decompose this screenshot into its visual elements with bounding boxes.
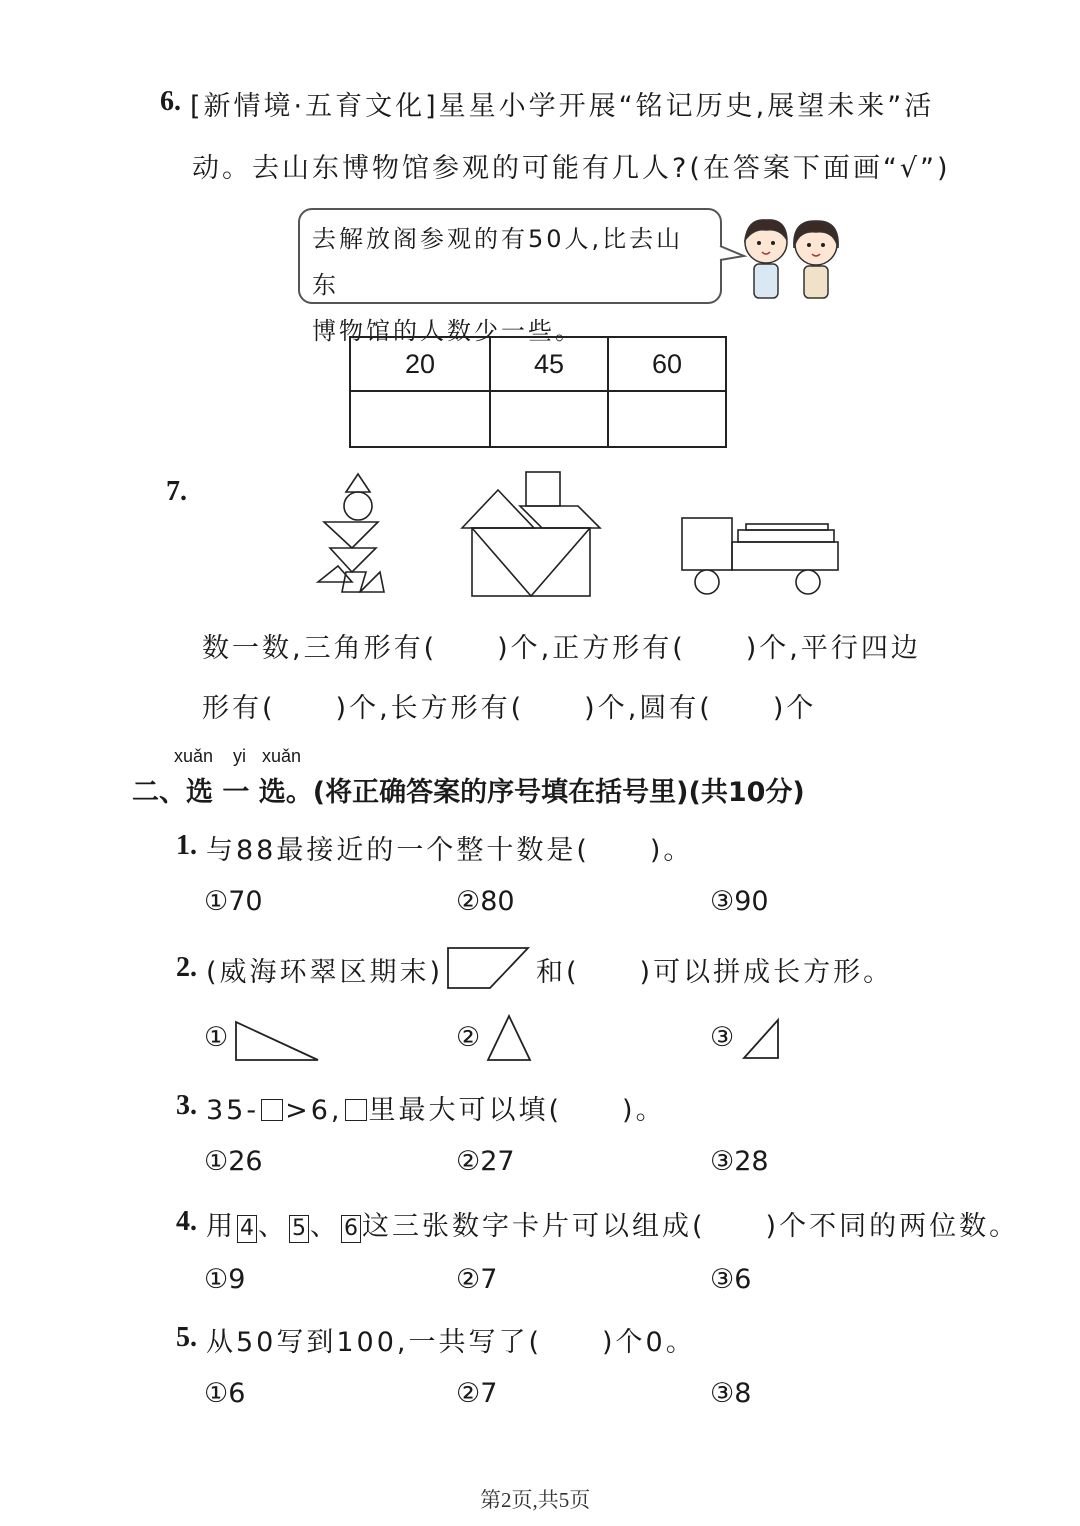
- truck-figure-icon: [680, 512, 840, 596]
- s2-q4-option-1[interactable]: ①9: [204, 1264, 246, 1295]
- small-right-triangle-icon: [742, 1018, 780, 1060]
- section2-pinyin-3: xuǎn: [262, 746, 302, 766]
- isosceles-triangle-icon: [486, 1014, 532, 1062]
- section2-pinyin-2: yi: [233, 746, 246, 766]
- digit-card-4: 4: [237, 1215, 257, 1243]
- house-figure-icon: [460, 470, 602, 598]
- s2-q2-text-before: (威海环翠区期末): [206, 957, 444, 988]
- s2-q2-option-1[interactable]: ①: [204, 1022, 229, 1053]
- option-cell-60: 60: [608, 337, 726, 391]
- s2-q1-text: 与88最接近的一个整十数是( )。: [206, 835, 694, 866]
- blank-box-icon: [345, 1099, 367, 1121]
- card-separator: 、: [258, 1211, 288, 1242]
- answer-cell-2[interactable]: [490, 391, 608, 447]
- s2-q4-text-b: 这三张数字卡片可以组成( )个不同的两位数。: [362, 1211, 1020, 1242]
- s2-q3-text-a: 35-: [206, 1095, 260, 1126]
- s2-q4-number: 4.: [176, 1206, 197, 1237]
- q7-text-line1: 数一数,三角形有( )个,正方形有( )个,平行四边: [202, 633, 921, 664]
- s2-q4-text-a: 用: [206, 1211, 236, 1242]
- s2-q2-number: 2.: [176, 952, 197, 983]
- s2-q5-text: 从50写到100,一共写了( )个0。: [206, 1327, 696, 1358]
- tangram-figure-icon: [316, 472, 386, 594]
- s2-q4-option-3[interactable]: ③6: [710, 1264, 752, 1295]
- bubble-line2: 博物馆的人数少一些。: [312, 317, 582, 345]
- s2-q1-option-1[interactable]: ①70: [204, 886, 263, 917]
- q7-number: 7.: [166, 476, 187, 507]
- s2-q3-option-1[interactable]: ①26: [204, 1146, 263, 1177]
- speech-bubble: [298, 208, 722, 345]
- q6-text-line1: [新情境·五育文化]星星小学开展“铭记历史,展望未来”活: [190, 91, 935, 122]
- right-triangle-icon: [234, 1020, 322, 1062]
- option-cell-45: 45: [490, 337, 608, 391]
- trapezoid-shape-icon: [446, 946, 532, 990]
- digit-card-5: 5: [289, 1215, 309, 1243]
- answer-cell-1[interactable]: [350, 391, 490, 447]
- children-illustration-icon: [736, 212, 848, 306]
- section2-pinyin-1: xuǎn: [174, 746, 214, 766]
- s2-q4-option-2[interactable]: ②7: [456, 1264, 498, 1295]
- section2-title-rest: 。(将正确答案的序号填在括号里)(共10分): [285, 777, 805, 808]
- s2-q3-text-b: >6,: [285, 1095, 343, 1126]
- card-separator: 、: [310, 1211, 340, 1242]
- answer-table: [349, 336, 727, 448]
- section2-title-prefix: 二、选 一 选: [132, 777, 286, 808]
- s2-q5-option-1[interactable]: ①6: [204, 1378, 246, 1409]
- s2-q3-option-3[interactable]: ③28: [710, 1146, 769, 1177]
- bubble-line1: 去解放阁参观的有50人,比去山东: [312, 225, 684, 299]
- s2-q2-option-2[interactable]: ②: [456, 1022, 481, 1053]
- s2-q1-number: 1.: [176, 830, 197, 861]
- s2-q1-option-3[interactable]: ③90: [710, 886, 769, 917]
- s2-q5-number: 5.: [176, 1322, 197, 1353]
- digit-card-6: 6: [341, 1215, 361, 1243]
- s2-q5-option-2[interactable]: ②7: [456, 1378, 498, 1409]
- page-footer: 第2页,共5页: [480, 1488, 591, 1512]
- s2-q2-text-after: 和( )可以拼成长方形。: [536, 957, 894, 988]
- s2-q3-text-c: 里最大可以填( )。: [368, 1095, 666, 1126]
- blank-box-icon: [261, 1099, 283, 1121]
- s2-q3-number: 3.: [176, 1090, 197, 1121]
- answer-cell-3[interactable]: [608, 391, 726, 447]
- s2-q5-option-3[interactable]: ③8: [710, 1378, 752, 1409]
- s2-q4-text: [206, 1204, 1019, 1243]
- section2-title: [132, 770, 805, 809]
- s2-q1-option-2[interactable]: ②80: [456, 886, 515, 917]
- s2-q2-option-3[interactable]: ③: [710, 1022, 735, 1053]
- q6-text-line2: 动。去山东博物馆参观的可能有几人?(在答案下面画“√”): [192, 153, 951, 184]
- q6-number: 6.: [160, 86, 181, 117]
- q7-text-line2: 形有( )个,长方形有( )个,圆有( )个: [202, 693, 817, 724]
- s2-q3-text: [206, 1088, 666, 1127]
- s2-q3-option-2[interactable]: ②27: [456, 1146, 515, 1177]
- option-cell-20: 20: [350, 337, 490, 391]
